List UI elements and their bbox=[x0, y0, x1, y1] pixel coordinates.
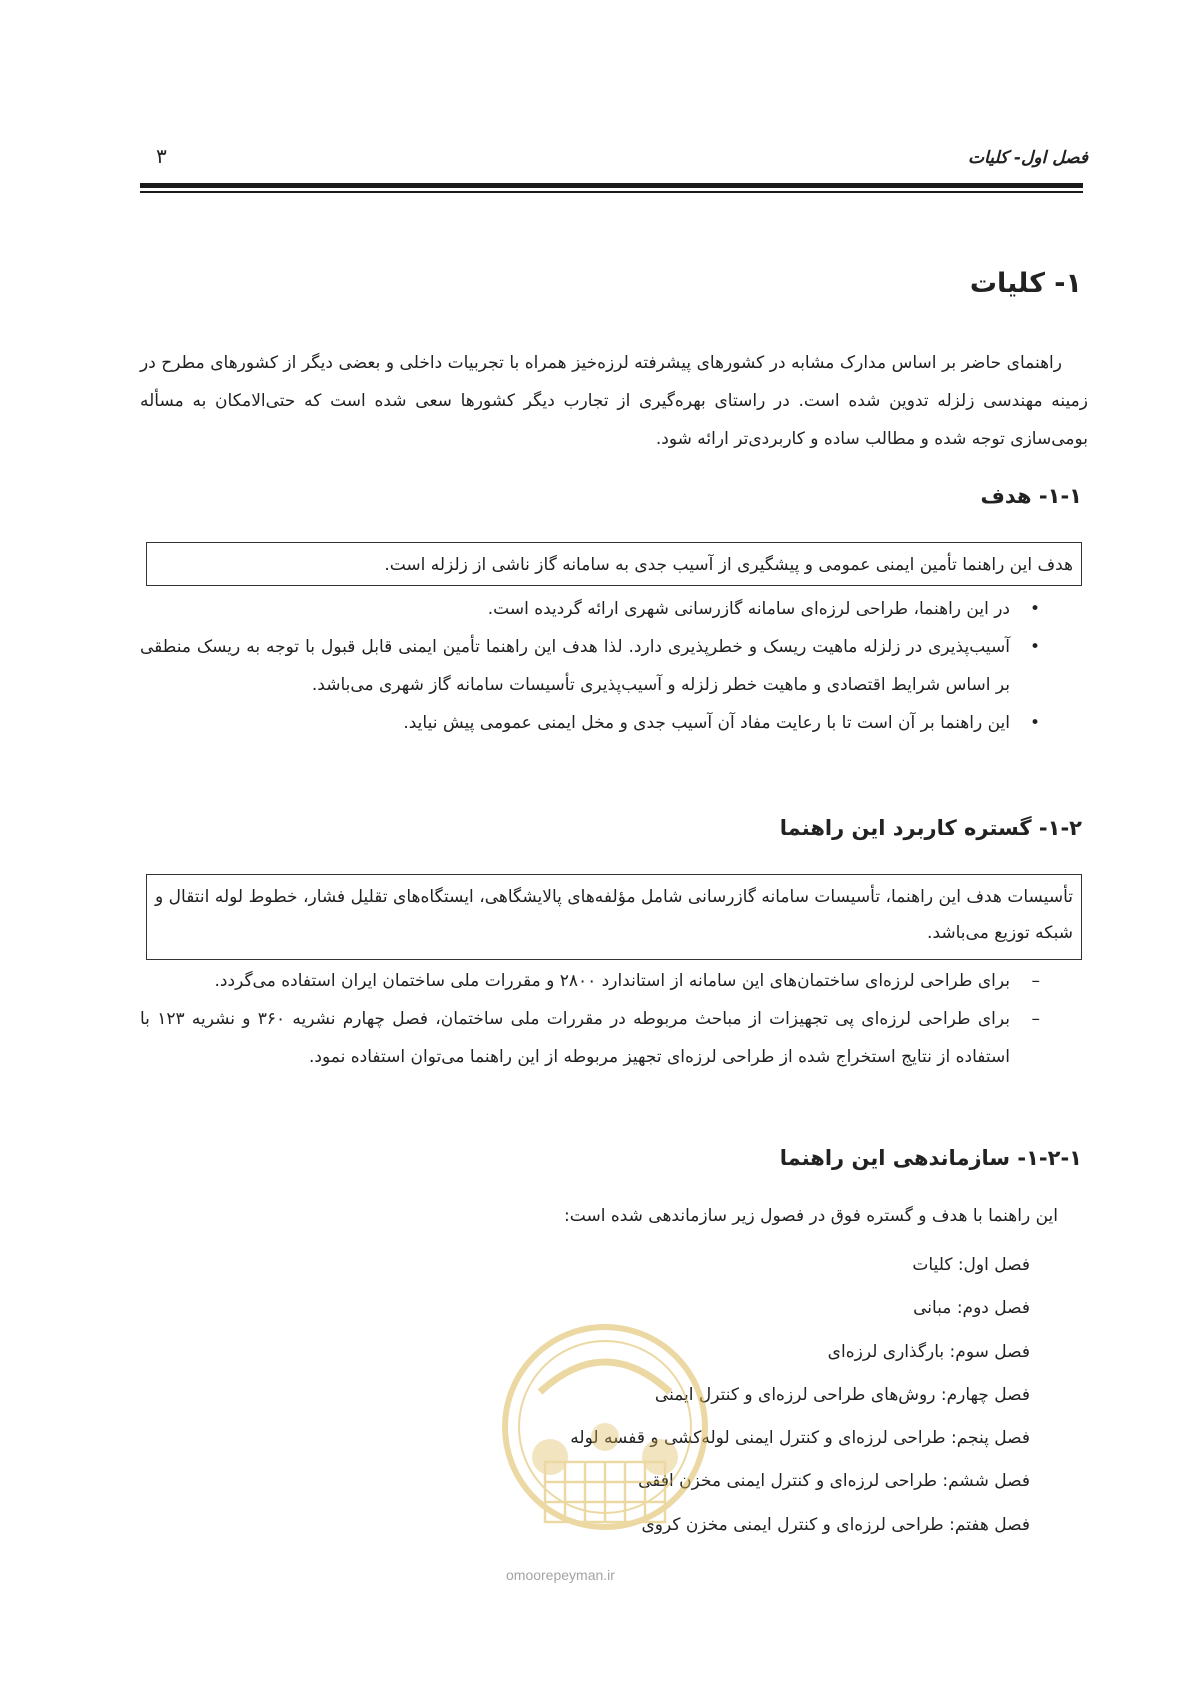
scope-dash-list bbox=[140, 962, 1088, 1076]
organization-intro: این راهنما با هدف و گستره فوق در فصول زیر سازماندهی شده است: bbox=[564, 1206, 1058, 1226]
dash-icon: – bbox=[1031, 971, 1040, 991]
list-item bbox=[140, 704, 1088, 742]
chapter-list-item: فصل اول: کلیات bbox=[912, 1255, 1030, 1275]
list-item-text: در این راهنما، طراحی لرزه‌ای سامانه گازرسانی شهری ارائه گردیده است. bbox=[487, 599, 1010, 619]
header-rule-thin bbox=[140, 191, 1083, 193]
goal-bullet-list bbox=[140, 590, 1088, 742]
chapter-list bbox=[570, 1244, 1030, 1547]
list-item bbox=[140, 962, 1088, 1000]
chapter-list-item: فصل پنجم: طراحی لرزه‌ای و کنترل ایمنی لوله‌کشی و قفسه لوله bbox=[570, 1428, 1030, 1449]
section-1-paragraph bbox=[140, 344, 1088, 458]
section-1-paragraph-text: راهنمای حاضر بر اساس مدارک مشابه در کشورهای پیشرفته لرزه‌خیز همراه با تجربیات داخلی و بعضی دیگر از کشورهای مطرح در زمینه مهندسی زلزله تدوین شده است. در راستای بهره‌گیری از تجارب دیگر کشورها سعی شده است که حتی‌الامکان به مسأله بومی‌سازی توجه شده و مطالب ساده و کاربردی‌تر ارائه شود. bbox=[140, 353, 1088, 449]
list-item bbox=[140, 1000, 1088, 1076]
bullet-icon: • bbox=[1029, 713, 1040, 733]
list-item-text: آسیب‌پذیری در زلزله ماهیت ریسک و خطرپذیری دارد. لذا هدف این راهنما تأمین ایمنی قابل قبول با توجه به ریسک منطقی بر اساس شرایط اقتصادی و ماهیت خطر زلزله و آسیب‌پذیری تأسیسات سامانه گاز شهری می‌باشد. bbox=[140, 637, 1010, 695]
chapter-list-item: فصل هفتم: طراحی لرزه‌ای و کنترل ایمنی مخزن کروی bbox=[641, 1514, 1030, 1535]
chapter-list-item: فصل ششم: طراحی لرزه‌ای و کنترل ایمنی مخزن افقی bbox=[638, 1471, 1030, 1492]
chapter-list-item: فصل چهارم: روش‌های طراحی لرزه‌ای و کنترل ایمنی bbox=[654, 1384, 1030, 1405]
section-heading-1-2-1: ۱-۲-۱- سازماندهی این راهنما bbox=[779, 1146, 1082, 1170]
bullet-icon: • bbox=[1029, 599, 1040, 619]
dash-icon: – bbox=[1031, 1009, 1040, 1029]
list-item bbox=[140, 590, 1088, 628]
list-item-text: برای طراحی لرزه‌ای ساختمان‌های این سامانه از استاندارد ۲۸۰۰ و مقررات ملی ساختمان ایران استفاده می‌گردد. bbox=[214, 971, 1010, 991]
list-item bbox=[140, 628, 1088, 704]
section-heading-1-2: ۱-۲- گستره کاربرد این راهنما bbox=[779, 816, 1082, 840]
scope-box: تأسیسات هدف این راهنما، تأسیسات سامانه گازرسانی شامل مؤلفه‌های پالایشگاهی، ایستگاه‌های تقلیل فشار، خطوط لوله انتقال و شبکه توزیع می‌باشد. bbox=[146, 874, 1082, 960]
chapter-list-item: فصل سوم: بارگذاری لرزه‌ای bbox=[827, 1341, 1030, 1362]
list-item-text: برای طراحی لرزه‌ای پی تجهیزات از مباحث مربوطه در مقررات ملی ساختمان، فصل چهارم نشریه ۳۶۰ و نشریه ۱۲۳ با استفاده از نتایج استخراج شده از طراحی لرزه‌ای تجهیز مربوطه از این راهنما می‌توان استفاده نمود. bbox=[140, 1009, 1010, 1067]
page-number: ۳ bbox=[156, 144, 167, 168]
bullet-icon: • bbox=[1029, 637, 1040, 657]
section-heading-1: ۱- کلیات bbox=[969, 268, 1082, 299]
header-rule-thick bbox=[140, 183, 1083, 188]
goal-box: هدف این راهنما تأمین ایمنی عمومی و پیشگیری از آسیب جدی به سامانه گاز ناشی از زلزله است. bbox=[146, 542, 1082, 586]
running-header-chapter-title: فصل اول- کلیات bbox=[968, 148, 1088, 168]
section-heading-1-1: ۱-۱- هدف bbox=[980, 484, 1082, 508]
list-item-text: این راهنما بر آن است تا با رعایت مفاد آن آسیب جدی و مخل ایمنی عمومی پیش نیاید. bbox=[403, 713, 1010, 733]
chapter-list-item: فصل دوم: مبانی bbox=[913, 1298, 1030, 1319]
watermark-url: omoorepeyman.ir bbox=[506, 1567, 615, 1583]
